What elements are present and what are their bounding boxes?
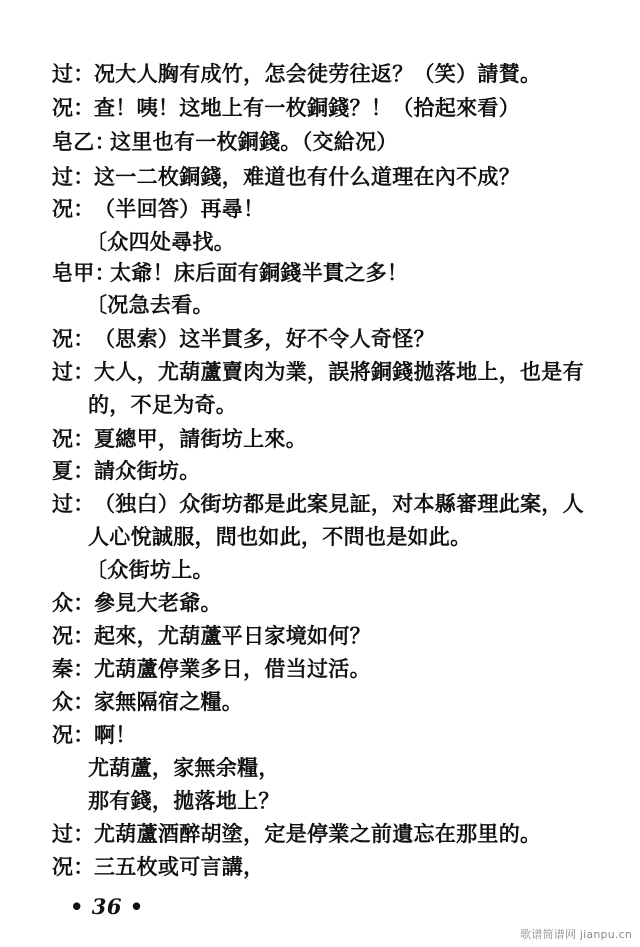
watermark-text: 歌谱简谱网 jianpu.cn (520, 928, 632, 941)
speaker-name: 过： (52, 164, 95, 189)
dialogue-line (52, 92, 622, 124)
dialogue-line (52, 587, 622, 619)
verse-text: 那有錢，拋落地上？ (88, 788, 280, 813)
dialogue-text: 这里也有一枚銅錢。（交給况） (110, 129, 398, 154)
dialogue-text: （独白）众街坊都是此案見証，对本縣審理此案，人 (94, 491, 584, 516)
speaker-name: 况： (52, 326, 95, 351)
continued-dialogue-line (88, 521, 640, 553)
speaker-name: 况： (52, 196, 95, 221)
dialogue-text: 三五枚或可言講， (94, 854, 265, 879)
speaker-name: 况： (52, 623, 95, 648)
dialogue-text: 大人，尤葫蘆賣肉为業，誤將銅錢拋落地上，也是有 (94, 359, 584, 384)
stage-direction-line (86, 554, 640, 586)
dialogue-text: 人心悅誠服，問也如此，不問也是如此。 (88, 524, 472, 549)
dialogue-text: 尤葫蘆酒醉胡塗，定是停業之前遺忘在那里的。 (94, 821, 542, 846)
stage-direction-text: 〔况急去看。 (86, 292, 214, 317)
dialogue-line (52, 851, 622, 883)
speaker-name: 况： (52, 722, 95, 747)
speaker-name: 况： (52, 426, 95, 451)
dialogue-line (52, 126, 622, 158)
dialogue-text: 起來，尤葫蘆平日家境如何？ (94, 623, 371, 648)
dialogue-text: 啊！ (94, 722, 137, 747)
speaker-name: 过： (52, 821, 95, 846)
dialogue-line (52, 356, 622, 388)
verse-line (88, 752, 640, 784)
dialogue-text: 家無隔宿之糧。 (94, 689, 244, 714)
dialogue-line (52, 653, 622, 685)
speaker-name: 况： (52, 854, 95, 879)
dialogue-line (52, 719, 622, 751)
speaker-name: 众： (52, 689, 95, 714)
dialogue-line (52, 161, 622, 193)
dialogue-text: 請众街坊。 (94, 458, 201, 483)
speaker-name: 过： (52, 359, 95, 384)
dialogue-line (52, 257, 622, 289)
verse-line (88, 785, 640, 817)
continued-dialogue-line (88, 389, 640, 421)
speaker-name: 夏： (52, 458, 95, 483)
dialogue-text: 查！咦！这地上有一枚銅錢？！（拾起來看） (94, 95, 520, 120)
dialogue-line (52, 620, 622, 652)
verse-text: 尤葫蘆，家無余糧， (88, 755, 280, 780)
dialogue-line (52, 193, 622, 225)
speaker-name: 秦： (52, 656, 95, 681)
speaker-name: 况： (52, 95, 95, 120)
dialogue-line (52, 58, 622, 90)
dialogue-text: 尤葫蘆停業多日，借当过活。 (94, 656, 371, 681)
dialogue-line (52, 488, 622, 520)
stage-direction-line (86, 289, 640, 321)
dialogue-text: 况大人胸有成竹，怎会徒劳往返？（笑）請賛。 (94, 61, 542, 86)
dialogue-text: （思索）这半貫多，好不令人奇怪？ (94, 326, 435, 351)
stage-direction-text: 〔众四处尋找。 (86, 229, 236, 254)
speaker-name: 过： (52, 61, 95, 86)
dialogue-line (52, 818, 622, 850)
speaker-name: 皂甲： (52, 260, 116, 285)
page-number: • 36 • (70, 894, 144, 919)
dialogue-text: 的，不足为奇。 (88, 392, 238, 417)
dialogue-text: 參見大老爺。 (94, 590, 222, 615)
dialogue-text: 夏總甲，請街坊上來。 (94, 426, 307, 451)
dialogue-text: （半回答）再尋！ (94, 196, 265, 221)
dialogue-line (52, 423, 622, 455)
speaker-name: 过： (52, 491, 95, 516)
dialogue-line (52, 323, 622, 355)
speaker-name: 皂乙： (52, 129, 116, 154)
speaker-name: 众： (52, 590, 95, 615)
stage-direction-line (86, 226, 640, 258)
dialogue-text: 太爺！床后面有銅錢半貫之多！ (110, 260, 409, 285)
dialogue-text: 这一二枚銅錢，难道也有什么道理在內不成？ (94, 164, 520, 189)
stage-direction-text: 〔众街坊上。 (86, 557, 214, 582)
dialogue-line (52, 455, 622, 487)
dialogue-line (52, 686, 622, 718)
